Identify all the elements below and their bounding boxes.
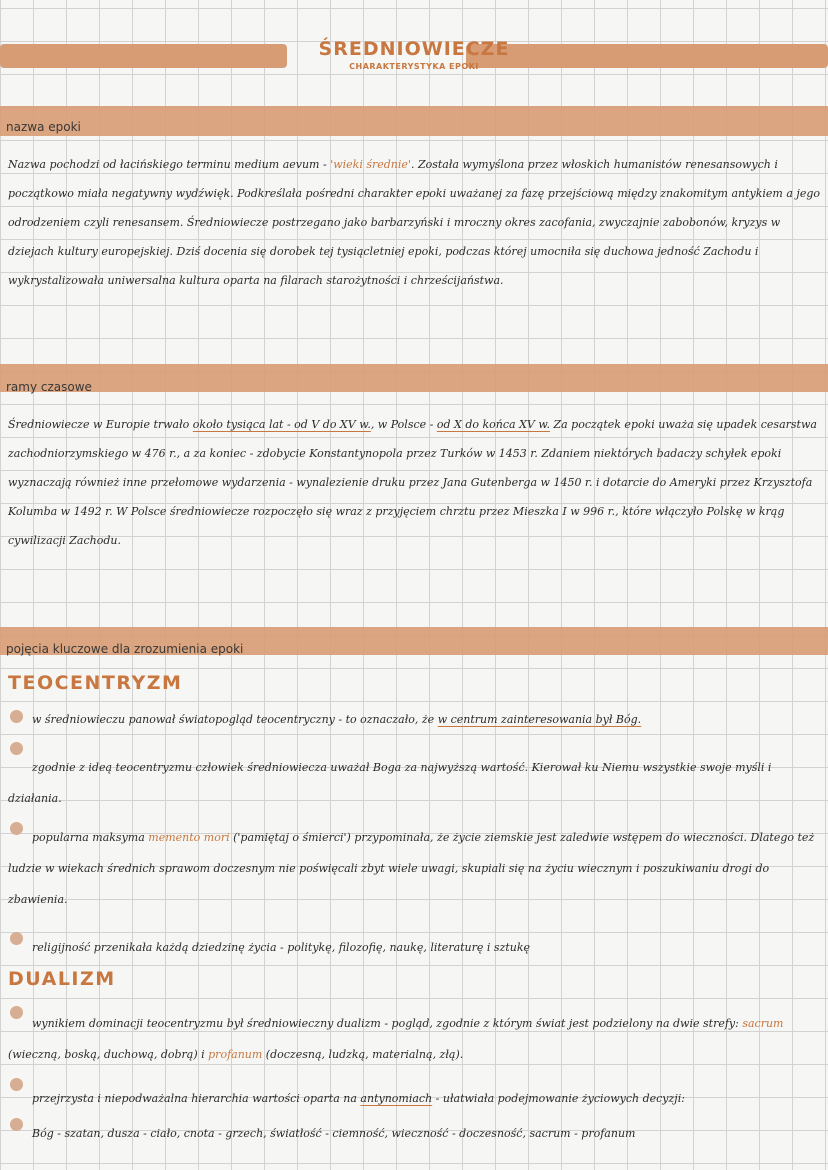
bullet-dual-3: Bóg - szatan, dusza - ciało, cnota - grzech, światłość - ciemność, wieczność - doczesność, sacrum - profanum — [32, 1127, 636, 1140]
bullet-teo-4: religijność przenikała każdą dziedzinę życia - politykę, filozofię, naukę, literaturę i sztukę — [32, 941, 531, 954]
text-segment: w średniowieczu panował światopogląd teocentryczny - to oznaczało, że — [32, 713, 438, 726]
highlight-sacrum: sacrum — [742, 1017, 784, 1030]
bullet-teo-2: zgodnie z ideą teocentryzmu człowiek średniowiecza uważał Boga za najwyższą wartość. Kierował ku Niemu wszystkie swoje myśli i działania. — [8, 761, 772, 805]
bullet-dual-1 — [8, 1008, 822, 1070]
bullet-icon — [10, 932, 23, 945]
text-segment: (doczesną, ludzką, materialną, złą). — [262, 1048, 464, 1061]
section-band-name — [0, 106, 828, 136]
text-segment: (wieczną, boską, duchową, dobrą) i — [8, 1048, 209, 1061]
text-segment: - ułatwiała podejmowanie życiowych decyzji: — [432, 1092, 685, 1105]
underline-god-center: w centrum zainteresowania był Bóg. — [437, 713, 642, 726]
section-band-time — [0, 364, 828, 392]
text-segment: popularna maksyma — [32, 831, 149, 844]
page-title: ŚREDNIOWIECZE — [318, 38, 510, 60]
bullet-icon — [10, 710, 23, 723]
text-segment: ('pamiętaj o śmierci') przypominała, że życie ziemskie jest zaledwie wstępem do wieczności. Dlatego też ludzie w wiekach średnich sprawom doczesnym nie poświęcali zbyt wiele uwagi, skupiali się na życiu wiecznym i poszukiwaniu drogi do zbawienia. — [8, 831, 815, 906]
bullet-teo-3 — [8, 822, 822, 915]
heading-teocentryzm: TEOCENTRYZM — [8, 672, 183, 694]
title-area — [0, 36, 828, 76]
section-label-time: ramy czasowe — [6, 380, 92, 394]
underline-poland-span: od X do końca XV w. — [436, 418, 550, 431]
text-segment: Średniowiecze w Europie trwało — [8, 418, 193, 431]
bullet-dual-2 — [32, 1083, 822, 1114]
text-segment: . Została wymyślona przez włoskich humanistów renesansowych i początkowo miała negatywny wydźwięk. Podkreślała pośredni charakter epoki uważanej za fazę przejściową między znakomitym antykiem a jego odrodzeniem czyli renesansem. Średniowiecze postrzegano jako barbarzyński i mroczny okres zacofania, zwyczajnie zabobonów, kryzys w dziejach kultury europejskiej. Dziś docenia się dorobek tej tysiącletniej epoki, podczas której umocniła się duchowa jedność Zachodu i wykrystalizowała uniwersalna kultura oparta na filarach starożytności i chrześcijaństwa. — [8, 158, 821, 287]
highlight-memento-mori: memento mori — [148, 831, 230, 844]
paragraph-name — [8, 150, 820, 295]
text-segment: przejrzysta i niepodważalna hierarchia wartości oparta na — [32, 1092, 361, 1105]
text-segment: Za początek epoki uważa się upadek cesarstwa zachodniorzymskiego w 476 r., a za koniec - zdobycie Konstantynopola przez Turków w 1453 r. Zdaniem niektórych badaczy schyłek epoki wyznaczają również inne przełomowe wydarzenia - wynalezienie druku przez Jana Gutenberga w 1450 r. i dotarcie do Ameryki przez Krzysztofa Kolumba w 1492 r. W Polsce średniowiecze rozpoczęło się wraz z przyjęciem chrztu przez Mieszka I w 996 r., które włączyło Polskę w krąg cywilizacji Zachodu. — [8, 418, 817, 547]
bullet-icon — [10, 1118, 23, 1131]
page-subtitle: CHARAKTERYSTYKA EPOKI — [349, 62, 479, 71]
underline-antynomie: antynomiach — [360, 1092, 433, 1105]
text-segment: Nazwa pochodzi od łacińskiego terminu medium aevum - — [8, 158, 331, 171]
section-label-concepts: pojęcia kluczowe dla zrozumienia epoki — [6, 642, 244, 656]
text-segment: , w Polsce - — [370, 418, 437, 431]
bullet-icon — [10, 1078, 23, 1091]
text-segment: wynikiem dominacji teocentryzmu był średniowieczny dualizm - pogląd, zgodnie z którym świat jest podzielony na dwie strefy: — [32, 1017, 743, 1030]
highlight-wieki-srednie: 'wieki średnie' — [330, 158, 411, 171]
heading-dualizm: DUALIZM — [8, 968, 116, 990]
bullet-teo-1 — [32, 704, 822, 735]
highlight-profanum: profanum — [208, 1048, 263, 1061]
underline-europe-span: około tysiąca lat - od V do XV w. — [192, 418, 371, 431]
paragraph-time — [8, 410, 820, 555]
section-label-name: nazwa epoki — [6, 120, 81, 134]
